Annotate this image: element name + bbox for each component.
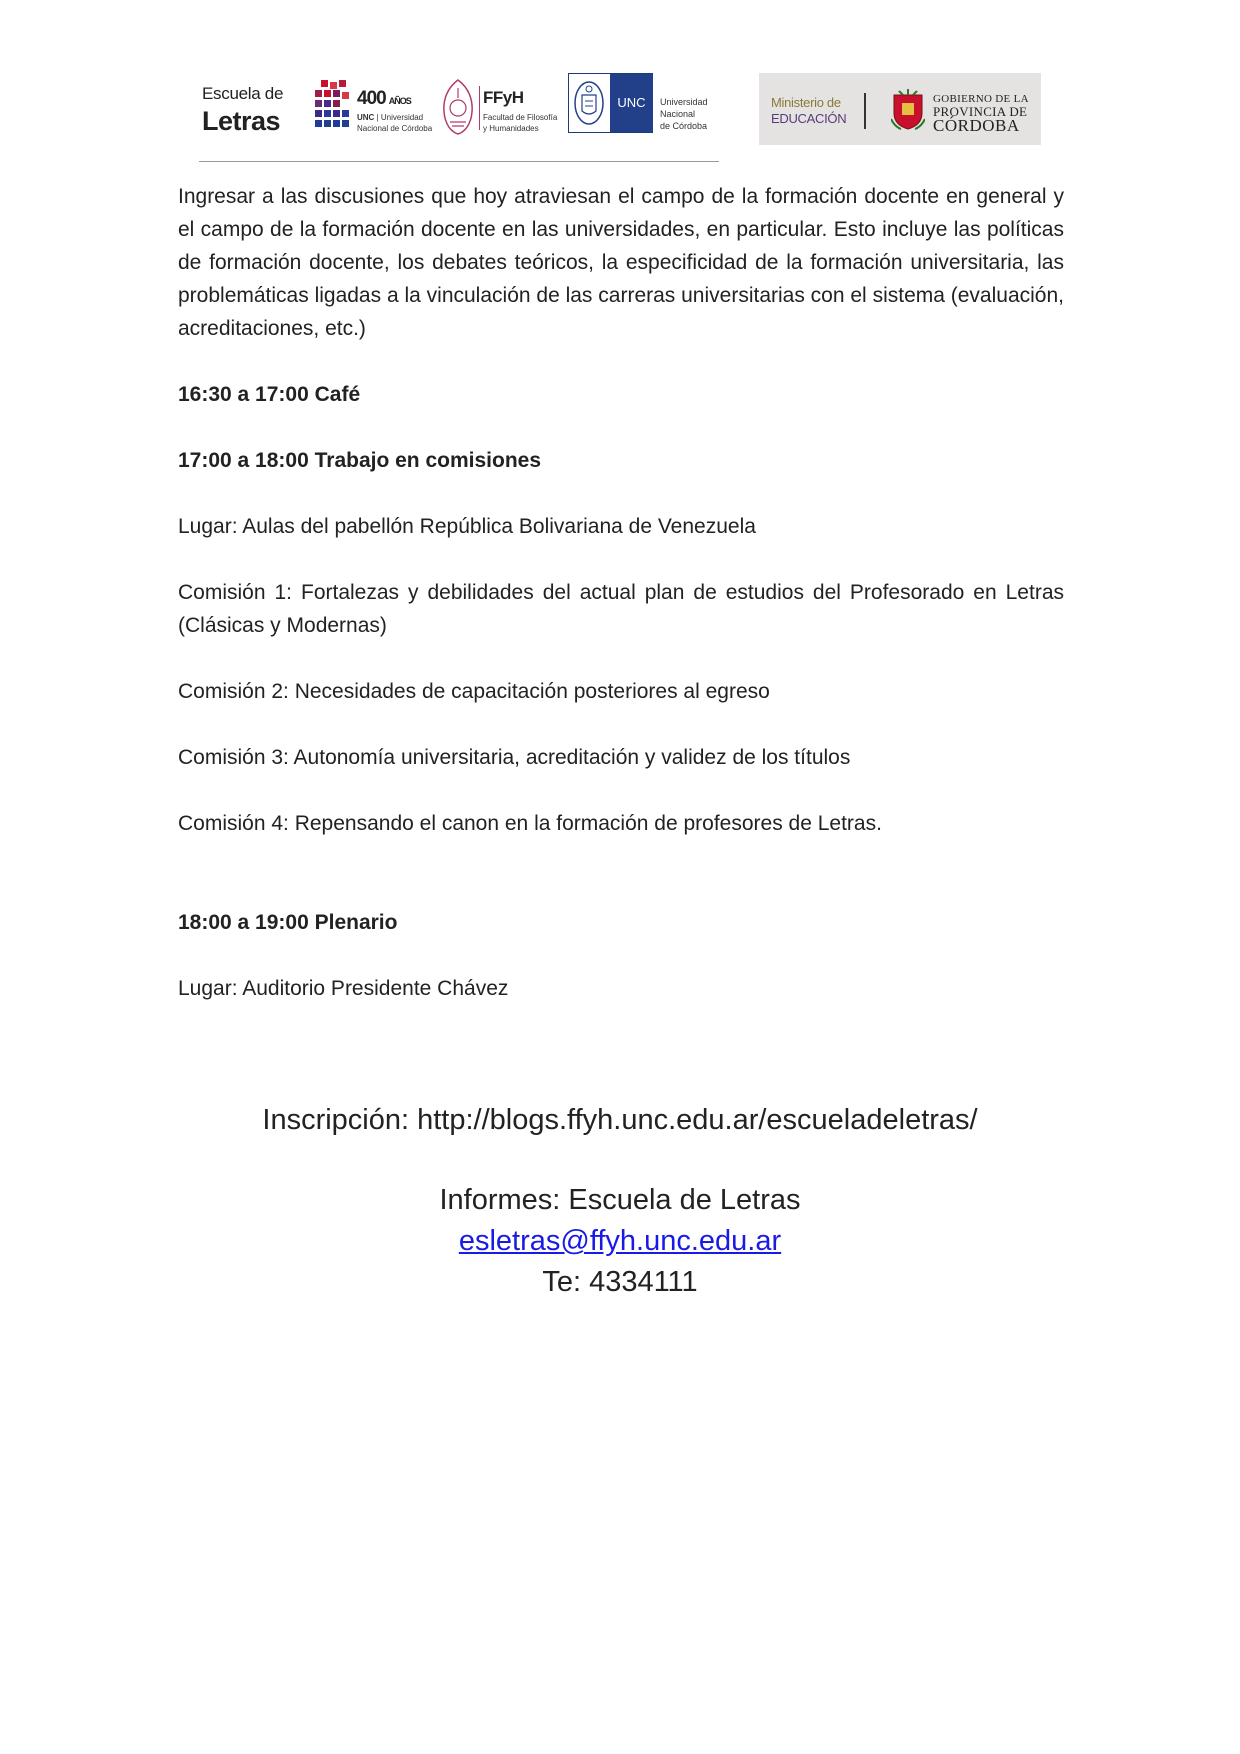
unc-400-number: 400 AÑOS [357,88,411,109]
cafe-heading: 16:30 a 17:00 Café [178,383,361,406]
page-header [0,0,1240,170]
informes-line: Informes: Escuela de Letras [439,1184,801,1216]
ministerio-line1: Ministerio de [771,95,841,110]
telefono-line: Te: 4334111 [542,1266,698,1298]
email-link[interactable]: esletras@ffyh.unc.edu.ar [458,1225,782,1257]
plenario-heading: 18:00 a 19:00 Plenario [178,911,398,934]
gobierno-cordoba-logo [759,73,1041,145]
unc-logo-label: UNC [610,74,653,132]
lugar-aulas: Lugar: Aulas del pabellón República Bolivariana de Venezuela [178,515,756,538]
comision-2: Comisión 2: Necesidades de capacitación posteriores al egreso [178,680,770,703]
unc-400-anos-logo [315,78,435,136]
document-body [178,180,1064,1005]
escuela-logo-line2: Letras [202,106,281,136]
document-footer [0,1100,1240,1303]
unc-logo [568,73,653,133]
intro-paragraph: Ingresar a las discusiones que hoy atraviesan el campo de la formación docente en general y el campo de la formación docente en las universidades, en particular. Esto incluye las políticas de formación docente, los debates teóricos, la especificidad de la formación universitaria, las problemáticas ligadas a la vinculación de las carreras universitarias con el sistema (evaluación, acreditaciones, etc.) [178,185,1064,340]
comisiones-heading: 17:00 a 18:00 Trabajo en comisiones [178,449,542,472]
lugar-auditorio: Lugar: Auditorio Presidente Chávez [178,977,509,1000]
comision-4: Comisión 4: Repensando el canon en la formación de profesores de Letras. [178,812,882,835]
header-divider-line [199,161,719,162]
comision-1: Comisión 1: Fortalezas y debilidades del actual plan de estudios del Profesorado en Letras (Clásicas y Modernas) [178,581,1064,637]
email-line [0,1221,1240,1262]
unc-400-caption: UNC | Universidad Nacional de Córdoba [357,113,433,133]
ffyh-divider [479,86,480,130]
gob-divider [864,93,866,129]
cordoba-coat-of-arms-icon [891,89,925,131]
comision-3: Comisión 3: Autonomía universitaria, acreditación y validez de los títulos [178,746,851,769]
inscripcion-line: Inscripción: http://blogs.ffyh.unc.edu.ar/escueladeletras/ [262,1104,978,1136]
unc-400-mosaic-icon [315,80,351,130]
unc-logo-caption: Universidad Nacional de Córdoba [660,97,708,131]
ffyh-caption: Facultad de Filosofía y Humanidades [483,113,558,133]
gobierno-line2: PROVINCIA DE [933,104,1028,119]
ffyh-logo [441,78,556,136]
escuela-de-letras-logo [202,84,292,137]
gobierno-line1: GOBIERNO DE LA [933,93,1029,105]
ffyh-seal-icon [441,78,475,136]
ffyh-title: FFyH [483,88,524,107]
escuela-logo-line1: Escuela de [202,84,284,103]
ministerio-line2: EDUCACIÓN [771,111,847,126]
unc-seal-icon [572,79,606,127]
footer-spacer [0,1141,1240,1180]
gobierno-line3: CÓRDOBA [933,116,1020,135]
